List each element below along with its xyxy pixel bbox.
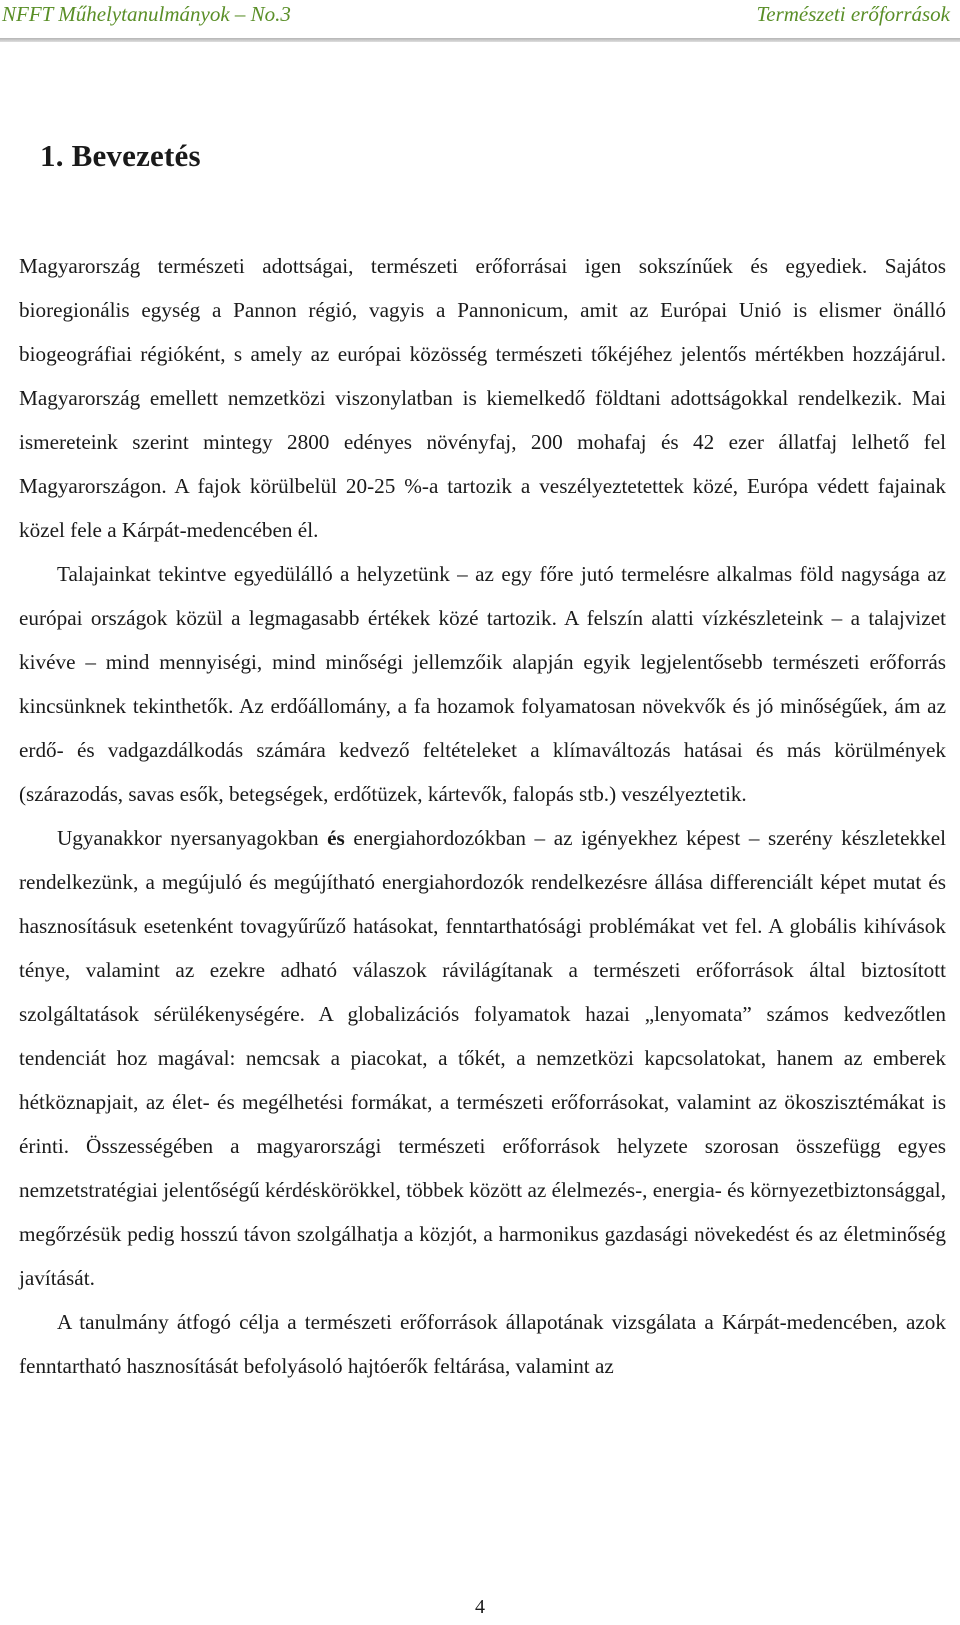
paragraph bbox=[19, 552, 946, 816]
header-section-title: Természeti erőforrások bbox=[756, 2, 950, 26]
section-heading: 1. Bevezetés bbox=[40, 138, 201, 173]
paragraph-text: Talajainkat tekintve egyedülálló a helyzetünk – az egy főre jutó termelésre alkalmas föld nagysága az európai országok közül a legmagasabb értékek közé tartozik. A felszín alatti vízkészleteink – a talajvizet kivéve – mind mennyiségi, mind minőségi jellemzőik alapján egyik legjelentősebb természeti erőforrás kincsünknek tekinthetők. Az erdőállomány, a fa hozamok folyamatosan növekvők és jó minőségűek, ám az erdő- és vadgazdálkodás számára kedvező feltételeket a klímaváltozás hatásai és más körülmények (szárazodás, savas esők, betegségek, erdőtüzek, kártevők, falopás stb.) veszélyeztetik. bbox=[19, 562, 946, 806]
paragraph bbox=[19, 816, 946, 1300]
paragraph bbox=[19, 1300, 946, 1388]
paragraph bbox=[19, 244, 946, 552]
running-header bbox=[0, 0, 960, 38]
paragraph-text: A tanulmány átfogó célja a természeti erőforrások állapotának vizsgálata a Kárpát-medencében, azok fenntartható hasznosítását befolyásoló hajtóerők feltárása, valamint az bbox=[19, 1310, 946, 1378]
header-divider bbox=[0, 38, 960, 42]
page-number: 4 bbox=[475, 1596, 485, 1618]
body-text bbox=[19, 244, 946, 1388]
paragraph-text: energiahordozókban – az igényekhez képest – szerény készletekkel rendelkezünk, a megújuló és megújítható energiahordozók rendelkezésre állása differenciált képet mutat és hasznosításuk esetenként tovagyűrűző hatásokat, fenntarthatósági problémákat vet fel. A globális kihívások ténye, valamint az ezekre adható válaszok rávilágítanak a természeti erőforrások által biztosított szolgáltatások sérülékenységére. A globalizációs folyamatok hazai „lenyomata” számos kedvezőtlen tendenciát hoz magával: nemcsak a piacokat, a tőkét, a nemzetközi kapcsolatokat, hanem az emberek hétköznapjait, az élet- és megélhetési formákat, a természeti erőforrásokat, valamint az ökoszisztémákat is érinti. Összességében a magyarországi természeti erőforrások helyzete szorosan összefügg egyes nemzetstratégiai jelentőségű kérdéskörökkel, többek között az élelmezés-, energia- és környezetbiztonsággal, megőrzésük pedig hosszú távon szolgálhatja a közjót, a harmonikus gazdasági növekedést és az életminőség javítását. bbox=[19, 826, 946, 1290]
header-series-title: NFFT Műhelytanulmányok – No.3 bbox=[2, 2, 291, 26]
bold-word: és bbox=[327, 826, 345, 850]
paragraph-text: Ugyanakkor nyersanyagokban bbox=[57, 826, 328, 850]
paragraph-text: Magyarország természeti adottságai, természeti erőforrásai igen sokszínűek és egyediek. Sajátos bioregionális egység a Pannon régió, vagyis a Pannonicum, amit az Európai Unió is elismer önálló biogeográfiai régióként, s amely az európai közösség természeti tőkéjéhez jelentős mértékben hozzájárul. Magyarország emellett nemzetközi viszonylatban is kiemelkedő földtani adottságokkal rendelkezik. Mai ismereteink szerint mintegy 2800 edényes növényfaj, 200 mohafaj és 42 ezer állatfaj lelhető fel Magyarországon. A fajok körülbelül 20-25 %-a tartozik a veszélyeztetettek közé, Európa védett fajainak közel fele a Kárpát-medencében él. bbox=[19, 254, 946, 542]
